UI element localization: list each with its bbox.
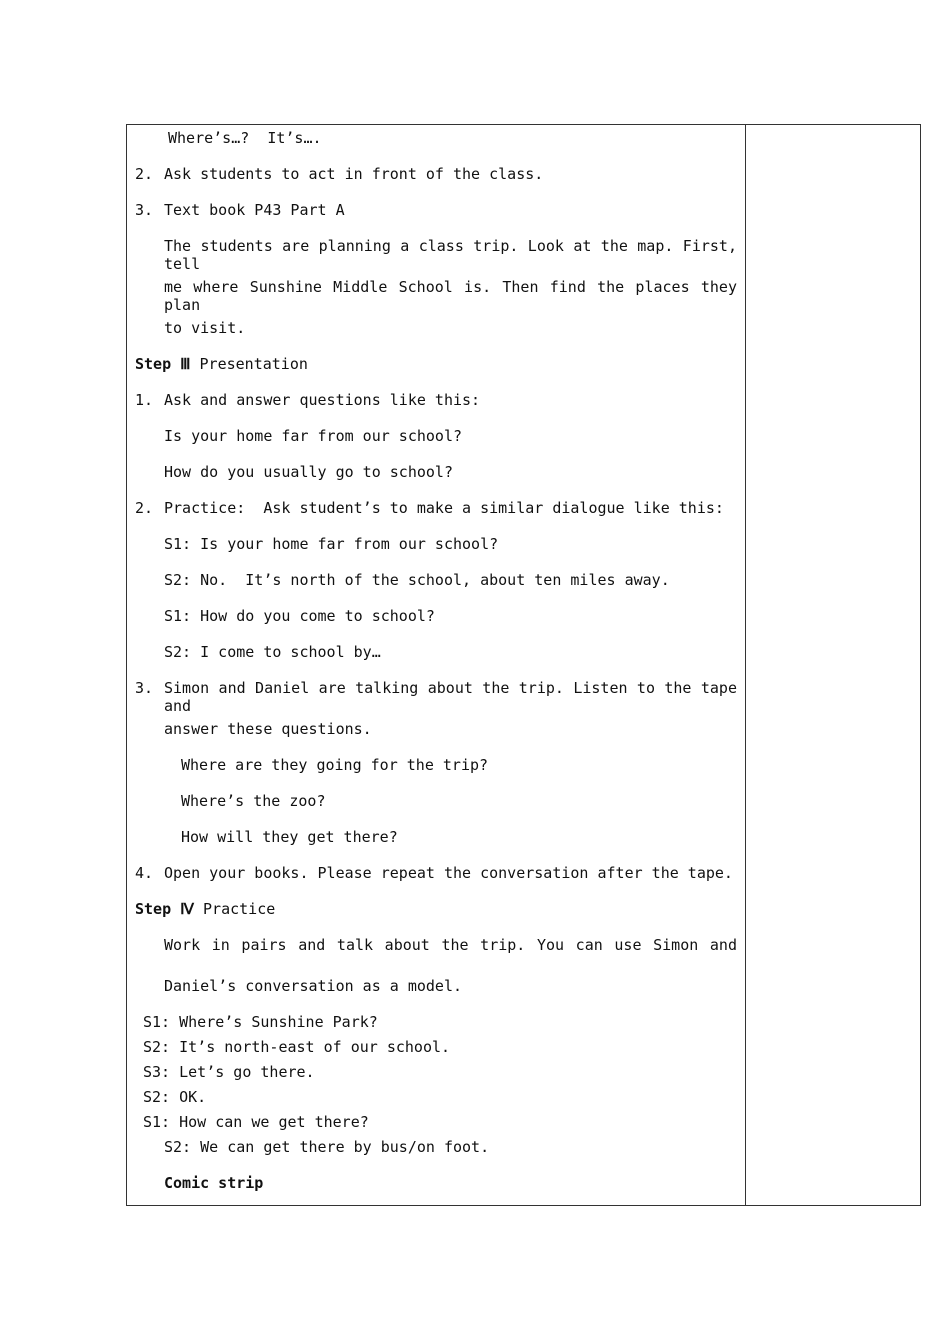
step-label: Step Ⅳ	[135, 900, 194, 918]
dialogue-line: S2: OK.	[143, 1088, 207, 1106]
dialogue-line: S2: It’s north-east of our school.	[143, 1038, 451, 1056]
text-line: Where are they going for the trip?	[181, 756, 489, 774]
text-line: answer these questions.	[164, 720, 372, 738]
text-line: Where’s the zoo?	[181, 792, 326, 810]
text-line: S2: I come to school by…	[164, 643, 381, 661]
step-heading	[135, 355, 308, 373]
text-line: Is your home far from our school?	[164, 427, 463, 445]
text-line: Daniel’s conversation as a model.	[164, 977, 463, 995]
dialogue-line: S3: Let’s go there.	[143, 1063, 315, 1081]
text-line: Simon and Daniel are talking about the trip. Listen to the tape and	[164, 679, 737, 715]
text-line: me where Sunshine Middle School is. Then find the places they plan	[164, 278, 737, 314]
text-line: Text book P43 Part A	[164, 201, 345, 219]
step-title: Practice	[203, 900, 276, 918]
text-line: S1: Is your home far from our school?	[164, 535, 499, 553]
text-line: Ask students to act in front of the class.	[164, 165, 544, 183]
text-line: How do you usually go to school?	[164, 463, 453, 481]
text-line: The students are planning a class trip. Look at the map. First, tell	[164, 237, 737, 273]
text-line: Open your books. Please repeat the conversation after the tape.	[164, 864, 733, 882]
dialogue-line: S1: How can we get there?	[143, 1113, 369, 1131]
list-number: 4.	[135, 864, 154, 882]
step-title: Presentation	[199, 355, 308, 373]
text-line: to visit.	[164, 319, 246, 337]
list-number: 2.	[135, 165, 154, 183]
dialogue-line: S1: Where’s Sunshine Park?	[143, 1013, 378, 1031]
dialogue-line: S2: We can get there by bus/on foot.	[164, 1138, 490, 1156]
text-line: Ask and answer questions like this:	[164, 391, 481, 409]
list-number: 3.	[135, 679, 154, 697]
list-number: 3.	[135, 201, 154, 219]
text-line: Work in pairs and talk about the trip. You can use Simon and	[164, 936, 737, 954]
step-heading	[135, 900, 275, 918]
text-line: Where’s…? It’s….	[168, 129, 322, 147]
step-label: Step Ⅲ	[135, 355, 191, 373]
text-line: S1: How do you come to school?	[164, 607, 435, 625]
list-number: 2.	[135, 499, 154, 517]
column-divider	[745, 124, 746, 1206]
text-line: Practice: Ask student’s to make a similar dialogue like this:	[164, 499, 724, 517]
list-number: 1.	[135, 391, 154, 409]
comic-strip-heading: Comic strip	[164, 1174, 264, 1192]
text-line: S2: No. It’s north of the school, about ten miles away.	[164, 571, 670, 589]
text-line: How will they get there?	[181, 828, 398, 846]
